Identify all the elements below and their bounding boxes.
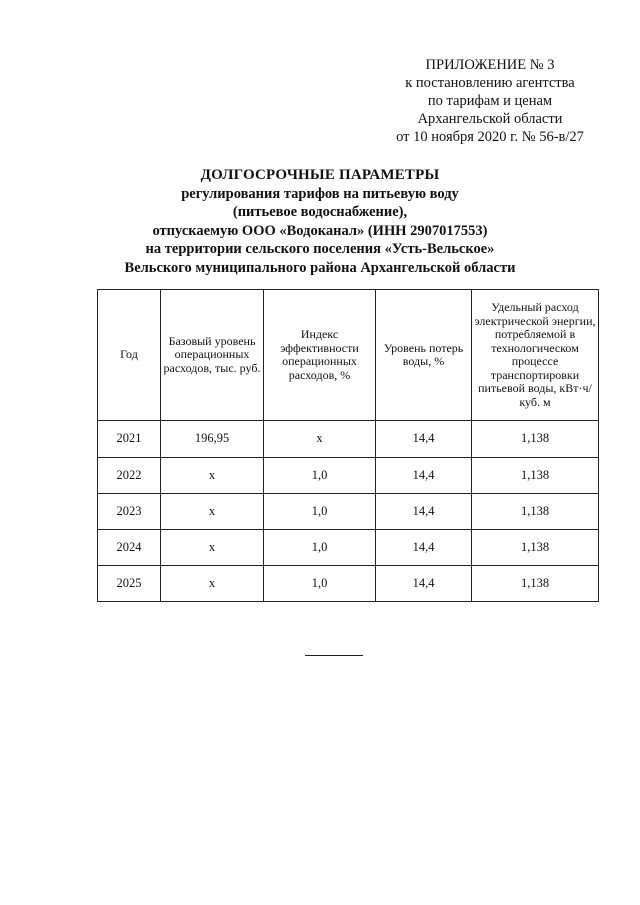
cell-base-opex: х xyxy=(161,530,264,566)
header-energy-consumption: Удельный расход электрической энергии, потребляемой в технологическом процессе транспортировки питьевой воды, кВт·ч/куб. м xyxy=(472,290,599,421)
cell-efficiency-index: 1,0 xyxy=(264,458,376,494)
title-main: ДОЛГОСРОЧНЫЕ ПАРАМЕТРЫ xyxy=(200,167,440,183)
cell-energy-consumption: 1,138 xyxy=(472,458,599,494)
cell-energy-consumption: 1,138 xyxy=(472,494,599,530)
cell-energy-consumption: 1,138 xyxy=(472,530,599,566)
table-row xyxy=(98,494,599,530)
closing-divider xyxy=(305,655,363,656)
cell-year: 2022 xyxy=(98,458,161,494)
title-line: Вельского муниципального района Архангельской области xyxy=(124,259,516,276)
cell-energy-consumption: 1,138 xyxy=(472,421,599,458)
header-year: Год xyxy=(98,290,161,421)
cell-water-loss: 14,4 xyxy=(376,421,472,458)
cell-base-opex: х xyxy=(161,494,264,530)
cell-base-opex: х xyxy=(161,458,264,494)
cell-water-loss: 14,4 xyxy=(376,458,472,494)
appendix-header xyxy=(355,56,625,146)
appendix-ref-line: по тарифам и ценам xyxy=(427,93,553,109)
cell-year: 2021 xyxy=(98,421,161,458)
header-base-opex: Базовый уровень операционных расходов, тыс. руб. xyxy=(161,290,264,421)
appendix-ref-line: Архангельской области xyxy=(417,111,563,127)
cell-efficiency-index: 1,0 xyxy=(264,530,376,566)
cell-water-loss: 14,4 xyxy=(376,530,472,566)
title-line: регулирования тарифов на питьевую воду xyxy=(181,185,459,202)
cell-efficiency-index: х xyxy=(264,421,376,458)
appendix-ref-line: к постановлению агентства xyxy=(405,75,575,91)
table-row xyxy=(98,566,599,602)
table-row xyxy=(98,458,599,494)
cell-energy-consumption: 1,138 xyxy=(472,566,599,602)
cell-water-loss: 14,4 xyxy=(376,566,472,602)
cell-base-opex: х xyxy=(161,566,264,602)
cell-base-opex: 196,95 xyxy=(161,421,264,458)
cell-efficiency-index: 1,0 xyxy=(264,494,376,530)
appendix-number: ПРИЛОЖЕНИЕ № 3 xyxy=(425,57,555,73)
appendix-date-line: от 10 ноября 2020 г. № 56-в/27 xyxy=(396,129,584,145)
title-line: отпускаемую ООО «Водоканал» (ИНН 2907017553) xyxy=(152,222,488,239)
table-row xyxy=(98,421,599,458)
title-line: (питьевое водоснабжение), xyxy=(232,204,408,220)
header-water-loss: Уровень потерь воды, % xyxy=(376,290,472,421)
table-row xyxy=(98,530,599,566)
cell-efficiency-index: 1,0 xyxy=(264,566,376,602)
cell-year: 2025 xyxy=(98,566,161,602)
header-efficiency-index: Индекс эффективности операционных расходов, % xyxy=(264,290,376,421)
parameters-table xyxy=(97,289,599,602)
cell-year: 2024 xyxy=(98,530,161,566)
cell-year: 2023 xyxy=(98,494,161,530)
title-line: на территории сельского поселения «Усть-Вельское» xyxy=(145,241,495,257)
cell-water-loss: 14,4 xyxy=(376,494,472,530)
document-title xyxy=(100,166,540,277)
table-header-row xyxy=(98,290,599,421)
